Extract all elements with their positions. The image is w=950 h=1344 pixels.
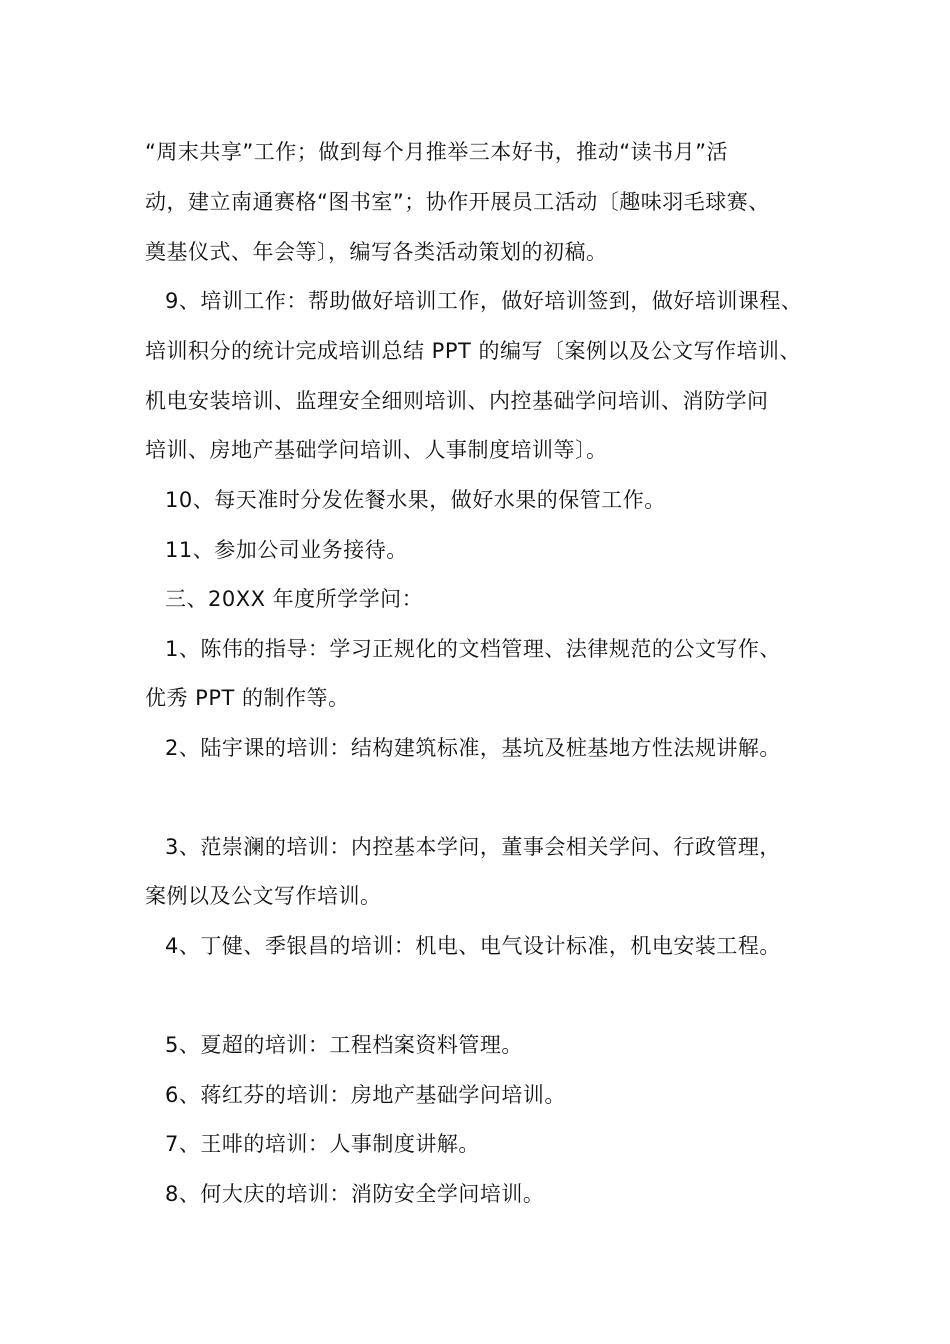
text-line: 6、蒋红芬的培训：房地产基础学问培训。	[165, 1083, 566, 1107]
text-line: 11、参加公司业务接待。	[165, 538, 408, 562]
text-line: 3、范崇澜的培训：内控基本学问，董事会相关学问、行政管理，	[165, 835, 781, 859]
text-line: 培训积分的统计完成培训总结 PPT 的编写〔案例以及公文写作培训、	[145, 339, 802, 363]
section-heading: 三、20XX 年度所学学问：	[165, 587, 424, 611]
text-line: 培训、房地产基础学问培训、人事制度培训等〕。	[145, 438, 608, 462]
text-line: 10、每天准时分发佐餐水果，做好水果的保管工作。	[165, 488, 666, 512]
text-line: 优秀 PPT 的制作等。	[145, 686, 350, 710]
text-line: 案例以及公文写作培训。	[145, 884, 382, 908]
text-line: 8、何大庆的培训：消防安全学问培训。	[165, 1182, 545, 1206]
text-line: 1、陈伟的指导：学习正规化的文档管理、法律规范的公文写作、	[165, 637, 781, 661]
text-line: 机电安装培训、监理安全细则培训、内控基础学问培训、消防学问	[145, 389, 769, 413]
text-line: 2、陆宇课的培训：结构建筑标准，基坑及桩基地方性法规讲解。	[165, 736, 781, 760]
text-line: 9、培训工作：帮助做好培训工作，做好培训签到，做好培训课程、	[165, 289, 803, 313]
text-line: 奠基仪式、年会等〕，编写各类活动策划的初稿。	[145, 240, 608, 264]
text-line: 动，建立南通赛格“图书室”；协作开展员工活动〔趣味羽毛球赛、	[145, 190, 770, 214]
text-line: 7、王啡的培训：人事制度讲解。	[165, 1132, 480, 1156]
text-line: 4、丁健、季银昌的培训：机电、电气设计标准，机电安装工程。	[165, 934, 781, 958]
text-line: “周末共享”工作；做到每个月推举三本好书，推动“读书月”活	[145, 140, 729, 164]
text-line: 5、夏超的培训：工程档案资料管理。	[165, 1033, 523, 1057]
